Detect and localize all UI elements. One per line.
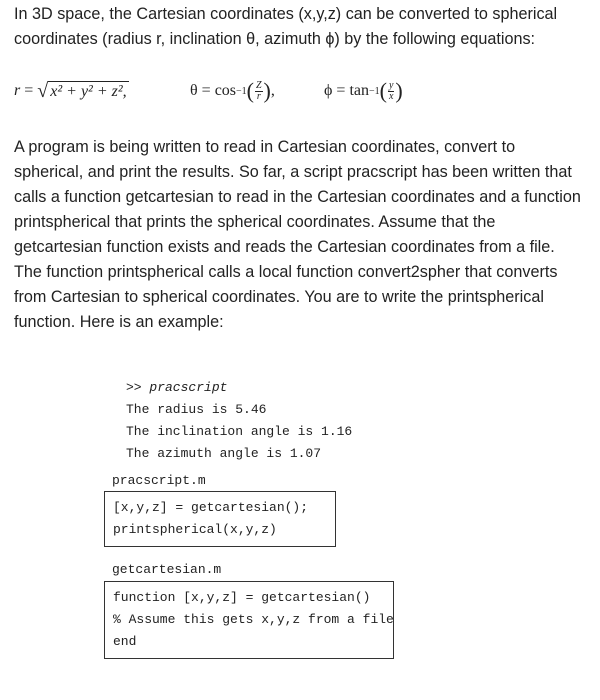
radius-symbol: r bbox=[14, 82, 21, 99]
output-line: The radius is 5.46 bbox=[126, 402, 267, 417]
azimuth-equation: ϕ = tan −1 ( $\frac{y}{x}$ ) bbox=[324, 78, 403, 103]
command-line bbox=[126, 377, 352, 399]
radius-equation: r = √ x² + y² + z², bbox=[14, 80, 127, 102]
pracscript-filename: pracscript.m bbox=[112, 473, 206, 488]
code-line: printspherical(x,y,z) bbox=[113, 522, 277, 537]
azimuth-numerator: y bbox=[388, 79, 394, 91]
output-line: The inclination angle is 1.16 bbox=[126, 424, 353, 439]
prompt: >> bbox=[126, 380, 150, 395]
azimuth-fraction bbox=[388, 81, 394, 102]
azimuth-lhs: ϕ = tan bbox=[324, 82, 369, 99]
conversion-equations bbox=[14, 72, 574, 110]
inclination-equation: θ = cos −1 ( $\frac{Z}{r}$ ) , bbox=[190, 78, 275, 103]
command-text: pracscript bbox=[149, 380, 228, 395]
square-root: √ x² + y² + z², bbox=[37, 80, 127, 102]
pracscript-code-box bbox=[104, 491, 336, 547]
code-line: end bbox=[113, 634, 137, 649]
inclination-numerator: Z bbox=[255, 79, 262, 91]
code-line: function [x,y,z] = getcartesian() bbox=[113, 590, 371, 605]
inclination-denominator: r bbox=[256, 90, 261, 102]
intro-paragraph: In 3D space, the Cartesian coordinates (x,y,z) can be converted to spherical coordinates (radius r, inclination θ, azimuth ϕ) by the following equations: bbox=[14, 5, 558, 48]
azimuth-denominator: x bbox=[388, 90, 394, 102]
getcartesian-code-box bbox=[104, 581, 394, 659]
inclination-fraction bbox=[255, 81, 263, 102]
code-line: [x,y,z] = getcartesian(); bbox=[113, 500, 309, 515]
description-paragraph: A program is being written to read in Cartesian coordinates, convert to spherical, and print the results. So far, a script pracscript has been written that calls a function getcartesian to read in the Cartesian coordinates and a function printspherical that prints the spherical coordinates. Assume that the getcartesian function exists and reads the Cartesian coordinates from a file. The function printspherical calls a local function convert2spher that converts from Cartesian to spherical coordinates. You are to write the printspherical function. Here is an example: bbox=[14, 138, 581, 331]
inclination-lhs: θ = cos bbox=[190, 82, 237, 99]
command-window-session bbox=[126, 377, 352, 465]
code-line: % Assume this gets x,y,z from a file bbox=[113, 612, 394, 627]
radicand: x² + y² + z², bbox=[50, 83, 127, 100]
output-line: The azimuth angle is 1.07 bbox=[126, 446, 322, 461]
getcartesian-filename: getcartesian.m bbox=[112, 562, 222, 577]
